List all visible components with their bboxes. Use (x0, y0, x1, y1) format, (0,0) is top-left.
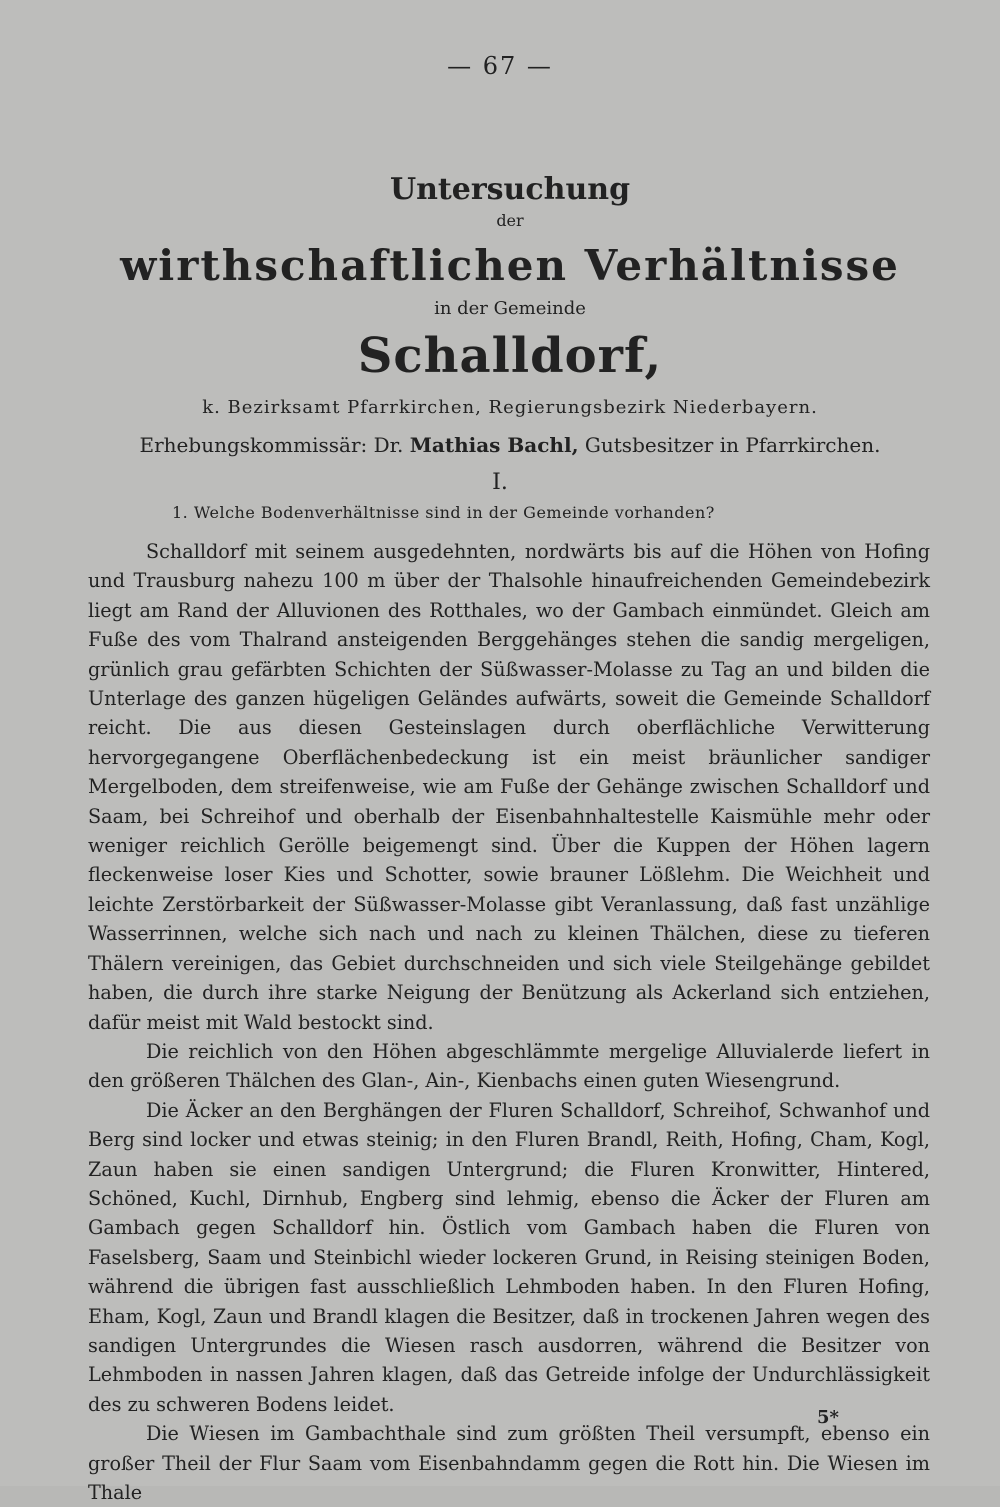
commissioner-suffix: Gutsbesitzer in Pfarrkirchen. (584, 433, 881, 457)
section-question: 1. Welche Bodenverhältnisse sind in der Gemeinde vorhanden? (172, 503, 715, 522)
title-untersuchung: Untersuchung (389, 172, 631, 207)
paragraph: Die Äcker an den Berghängen der Fluren Schalldorf, Schreihof, Schwanhof und Berg sind locker und etwas steinig; in den Fluren Brandl, Reith, Hofing, Cham, Kogl, Zaun haben sie einen sandigen Untergrund; die Fluren Kronwitter, Hintered, Schöned, Kuchl, Dirnhub, Engberg sind lehmig, ebenso die Äcker der Fluren am Gambach gegen Schalldorf hin. Östlich vom Gambach haben die Fluren von Faselsberg, Saam und Steinbichl wieder lockeren Grund, in Reising steinigen Boden, während die übrigen fast ausschließlich Lehmboden haben. In den Fluren Hofing, Eham, Kogl, Zaun und Brandl klagen die Besitzer, daß in trockenen Jahren wegen des sandigen Untergrundes die Wiesen rasch ausdorren, während die Besitzer von Lehmboden in nassen Jahren klagen, daß das Getreide infolge der Undurchlässigkeit des zu schweren Bodens leidet. (88, 1098, 930, 1416)
commissioner-prefix: Erhebungskommissär: Dr. (139, 433, 404, 457)
paragraph: Die Wiesen im Gambachthale sind zum größten Theil versumpft, ebenso ein großer Theil der Flur Saam vom Eisenbahndamm gegen die Rott hin. Die Wiesen im Thale (88, 1422, 930, 1504)
section-number: I. (492, 470, 508, 495)
title-place: Schalldorf, (357, 328, 663, 384)
body-text (88, 537, 930, 1507)
signature-mark: 5* (817, 1407, 839, 1428)
title-der: der (496, 211, 524, 230)
title-block (80, 170, 940, 460)
title-verhaeltnisse: wirthschaftlichen Verhältnisse (120, 241, 900, 290)
paragraph: Schalldorf mit seinem ausgedehnten, nordwärts bis auf die Höhen von Hofing und Trausburg nahezu 100 m über der Thalsohle hinaufreichenden Gemeindebezirk liegt am Rand der Alluvionen des Rotthales, wo der Gambach einmündet. Gleich am Fuße des vom Thalrand ansteigenden Berggehänges stehen die sandig mergeligen, grünlich grau gefärbten Schichten der Süßwasser-Molasse zu Tag an und bilden die Unterlage des ganzen hügeligen Geländes aufwärts, soweit die Gemeinde Schalldorf reicht. Die aus diesen Gesteinslagen durch oberflächliche Verwitterung hervorgegangene Oberflächenbedeckung ist ein meist bräunlicher sandiger Mergelboden, dem streifenweise, wie am Fuße der Gehänge zwischen Schalldorf und Saam, bei Schreihof und oberhalb der Eisenbahnhaltestelle Kaismühle mehr oder weniger reichlich Gerölle beigemengt sind. Über die Kuppen der Höhen lagern fleckenweise loser Kies und Schotter, sowie brauner Lößlehm. Die Weichheit und leichte Zerstörbarkeit der Süßwasser-Molasse gibt Veranlassung, daß fast unzählige Wasserrinnen, welche sich nach und nach zu kleinen Thälchen, diese zu tieferen Thälern vereinigen, das Gebiet durchschneiden und sich viele Steilgehänge gebildet haben, die durch ihre starke Neigung der Benützung als Ackerland sich entziehen, dafür meist mit Wald bestockt sind. (88, 540, 930, 1034)
commissioner-name: Mathias Bachl, (409, 433, 579, 457)
paragraph: Die reichlich von den Höhen abgeschlämmte mergelige Alluvialerde liefert in den größeren Thälchen des Glan-, Ain-, Kienbachs einen guten Wiesengrund. (88, 1039, 930, 1093)
title-commissioner (80, 430, 940, 460)
title-district: k. Bezirksamt Pfarrkirchen, Regierungsbezirk Niederbayern. (202, 397, 818, 418)
title-gemeinde: in der Gemeinde (434, 298, 586, 319)
page-number: — 67 — (447, 52, 553, 80)
